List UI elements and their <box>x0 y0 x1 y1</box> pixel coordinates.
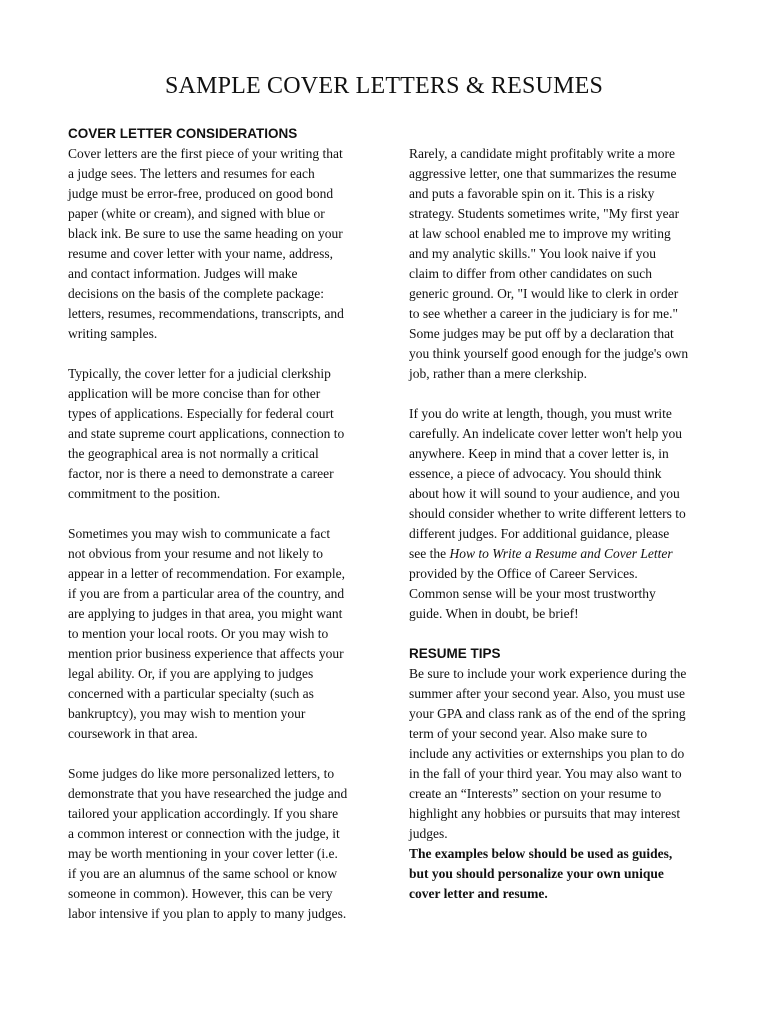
text-line: types of applications. Especially for federal court <box>68 406 334 421</box>
text-line <box>409 544 725 564</box>
left-column <box>68 124 384 924</box>
text-line: provided by the Office of Career Services. <box>409 566 638 581</box>
text-line: cover letter and resume. <box>409 886 548 901</box>
text-line: generic ground. Or, "I would like to clerk in order <box>409 286 679 301</box>
text-line: summer after your second year. Also, you must use <box>409 686 685 701</box>
text-line: but you should personalize your own unique <box>409 866 664 881</box>
text-line: may be worth mentioning in your cover letter (i.e. <box>68 846 338 861</box>
text-line: labor intensive if you plan to apply to many judges. <box>68 906 347 921</box>
text-line: if you are from a particular area of the country, and <box>68 586 345 601</box>
text-line: coursework in that area. <box>68 726 198 741</box>
text-line: Common sense will be your most trustworthy <box>409 586 656 601</box>
cover-letter-paragraph-5 <box>409 144 725 384</box>
text-line: someone in common). However, this can be very <box>68 886 333 901</box>
text-line: judges. <box>409 826 448 841</box>
text-line: guide. When in doubt, be brief! <box>409 606 579 621</box>
text-line: aggressive letter, one that summarizes the resume <box>409 166 677 181</box>
text-line: If you do write at length, though, you must write <box>409 406 672 421</box>
text-line: concerned with a particular specialty (such as <box>68 686 314 701</box>
text-line: include any activities or externships you plan to do <box>409 746 685 761</box>
text-line: factor, nor is there a need to demonstrate a career <box>68 466 334 481</box>
cover-letter-paragraph-1 <box>68 144 384 344</box>
text-line: Some judges do like more personalized letters, to <box>68 766 335 781</box>
text-line: commitment to the position. <box>68 486 221 501</box>
guidance-note <box>409 844 725 904</box>
text-line: anywhere. Keep in mind that a cover letter is, in <box>409 446 669 461</box>
text-line: bankruptcy), you may wish to mention your <box>68 706 306 721</box>
resume-tips-heading: RESUME TIPS <box>409 646 501 661</box>
text-line: claim to differ from other candidates on such <box>409 266 653 281</box>
text-line: and contact information. Judges will make <box>68 266 298 281</box>
text-line: and my analytic skills." You look naive if you <box>409 246 656 261</box>
text-line: carefully. An indelicate cover letter won't help you <box>409 426 682 441</box>
text-line: Sometimes you may wish to communicate a fact <box>68 526 331 541</box>
text-line: appear in a letter of recommendation. For example, <box>68 566 346 581</box>
text-line: judge must be error-free, produced on good bond <box>68 186 334 201</box>
text-line: decisions on the basis of the complete package: <box>68 286 325 301</box>
text-line: you think yourself good enough for the judge's own <box>409 346 689 361</box>
text-line: different judges. For additional guidance, please <box>409 526 670 541</box>
text-line: Cover letters are the first piece of your writing that <box>68 146 343 161</box>
text-line: Be sure to include your work experience during the <box>409 666 687 681</box>
text-line: essence, a piece of advocacy. You should think <box>409 466 662 481</box>
right-column <box>409 144 725 904</box>
text-line: letters, resumes, recommendations, transcripts, and <box>68 306 344 321</box>
text-line: a common interest or connection with the judge, it <box>68 826 340 841</box>
resume-tips-paragraph <box>409 664 725 844</box>
text-line: writing samples. <box>68 326 158 341</box>
text-line: to see whether a career in the judiciary is for me." <box>409 306 679 321</box>
text-line: demonstrate that you have researched the judge and <box>68 786 348 801</box>
text-line: at law school enabled me to improve my writing <box>409 226 671 241</box>
text-line: a judge sees. The letters and resumes for each <box>68 166 315 181</box>
text-line: Typically, the cover letter for a judicial clerkship <box>68 366 331 381</box>
text-line: should consider whether to write different letters to <box>409 506 686 521</box>
text-line: resume and cover letter with your name, address, <box>68 246 334 261</box>
cover-letter-paragraph-6 <box>409 404 725 624</box>
text-line: term of your second year. Also make sure to <box>409 726 648 741</box>
text-line: paper (white or cream), and signed with blue or <box>68 206 325 221</box>
text-line: and state supreme court applications, connection to <box>68 426 345 441</box>
cover-letter-paragraph-2 <box>68 364 384 504</box>
text-line: mention prior business experience that affects your <box>68 646 344 661</box>
text-line: tailored your application accordingly. If you share <box>68 806 339 821</box>
cover-letter-paragraph-4 <box>68 764 384 924</box>
text-line: create an “Interests” section on your resume to <box>409 786 662 801</box>
cover-letter-paragraph-3 <box>68 524 384 744</box>
page-title: SAMPLE COVER LETTERS & RESUMES <box>164 73 604 99</box>
text-line: your GPA and class rank as of the end of the spring <box>409 706 686 721</box>
text-line: if you are an alumnus of the same school or know <box>68 866 338 881</box>
text-line: about how it will sound to your audience, and you <box>409 486 680 501</box>
text-line: application will be more concise than for other <box>68 386 321 401</box>
text-line: job, rather than a mere clerkship. <box>409 366 588 381</box>
text-line: are applying to judges in that area, you might want <box>68 606 343 621</box>
text-line: not obvious from your resume and not likely to <box>68 546 323 561</box>
text-line: to mention your local roots. Or you may wish to <box>68 626 329 641</box>
text-line: strategy. Students sometimes write, "My first year <box>409 206 680 221</box>
text-line: highlight any hobbies or pursuits that may interest <box>409 806 681 821</box>
text-line: black ink. Be sure to use the same heading on your <box>68 226 343 241</box>
text-line: legal ability. Or, if you are applying to judges <box>68 666 314 681</box>
text-line: and puts a favorable spin on it. This is a risky <box>409 186 655 201</box>
text-line: the geographical area is not normally a critical <box>68 446 319 461</box>
cover-letter-heading: COVER LETTER CONSIDERATIONS <box>68 126 298 141</box>
guide-title: How to Write a Resume and Cover Letter <box>449 546 673 561</box>
text-line: in the fall of your third year. You may also want to <box>409 766 682 781</box>
see-prefix: see the <box>409 546 450 561</box>
text-line: The examples below should be used as guides, <box>409 846 673 861</box>
text-line: Rarely, a candidate might profitably write a more <box>409 146 676 161</box>
text-line: Some judges may be put off by a declaration that <box>409 326 674 341</box>
